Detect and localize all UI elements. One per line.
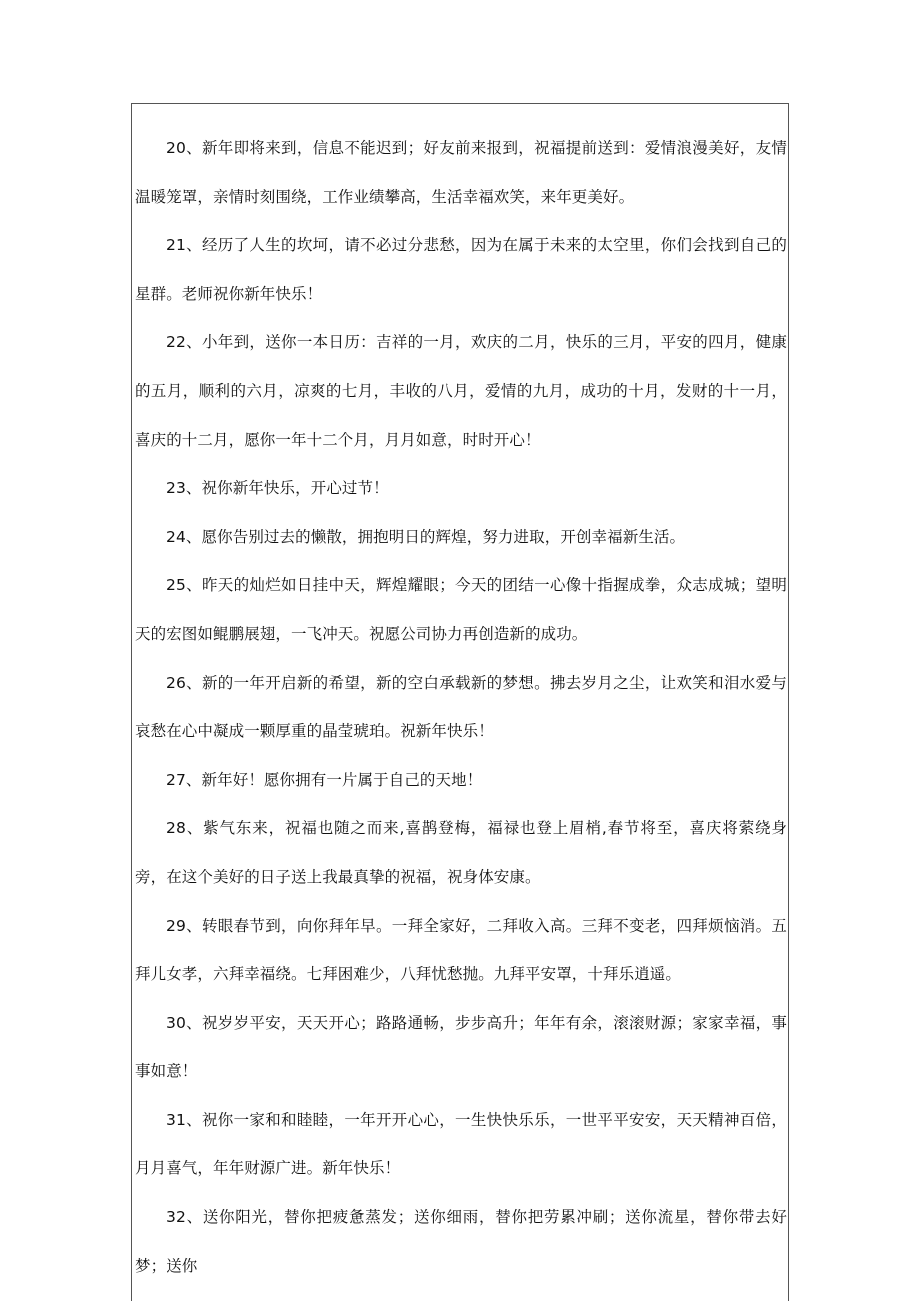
paragraph-22: 22、小年到，送你一本日历：吉祥的一月，欢庆的二月，快乐的三月，平安的四月，健康的五月，顺利的六月，凉爽的七月，丰收的八月，爱情的九月，成功的十月，发财的十一月，喜庆的十二月，愿你一年十二个月，月月如意，时时开心！ [135,333,787,449]
paragraph-20: 20、新年即将来到，信息不能迟到；好友前来报到，祝福提前送到：爱情浪漫美好，友情温暖笼罩，亲情时刻围绕，工作业绩攀高，生活幸福欢笑，来年更美好。 [135,139,787,206]
paragraph-26: 26、新的一年开启新的希望，新的空白承载新的梦想。拂去岁月之尘，让欢笑和泪水爱与哀愁在心中凝成一颗厚重的晶莹琥珀。祝新年快乐！ [135,673,787,741]
paragraph-32: 32、送你阳光，替你把疲惫蒸发；送你细雨，替你把劳累冲刷；送你流星，替你带去好梦；送你 [135,1208,787,1275]
paragraph-31: 31、祝你一家和和睦睦，一年开开心心，一生快快乐乐，一世平平安安，天天精神百倍，月月喜气，年年财源广进。新年快乐！ [135,1110,787,1178]
paragraph-29: 29、转眼春节到，向你拜年早。一拜全家好，二拜收入高。三拜不变老，四拜烦恼消。五拜儿女孝，六拜幸福绕。七拜困难少，八拜忧愁抛。九拜平安罩，十拜乐逍遥。 [135,916,787,984]
paragraph-23: 23、祝你新年快乐，开心过节！ [166,479,389,498]
document-body [135,124,787,1290]
paragraph-21: 21、经历了人生的坎坷，请不必过分悲愁，因为在属于未来的太空里，你们会找到自己的星群。老师祝你新年快乐！ [135,236,787,303]
paragraph-24: 24、愿你告别过去的懒散，拥抱明日的辉煌，努力进取，开创幸福新生活。 [166,527,686,546]
paragraph-27: 27、新年好！愿你拥有一片属于自己的天地！ [166,770,483,789]
paragraph-30: 30、祝岁岁平安，天天开心；路路通畅，步步高升；年年有余，滚滚财源；家家幸福，事事如意！ [135,1013,787,1081]
paragraph-25: 25、昨天的灿烂如日挂中天，辉煌耀眼；今天的团结一心像十指握成拳，众志成城；望明天的宏图如鲲鹏展翅，一飞冲天。祝愿公司协力再创造新的成功。 [135,576,787,643]
paragraph-28: 28、紫气东来，祝福也随之而来,喜鹊登梅，福禄也登上眉梢,春节将至，喜庆将萦绕身旁，在这个美好的日子送上我最真挚的祝福，祝身体安康。 [135,819,787,886]
